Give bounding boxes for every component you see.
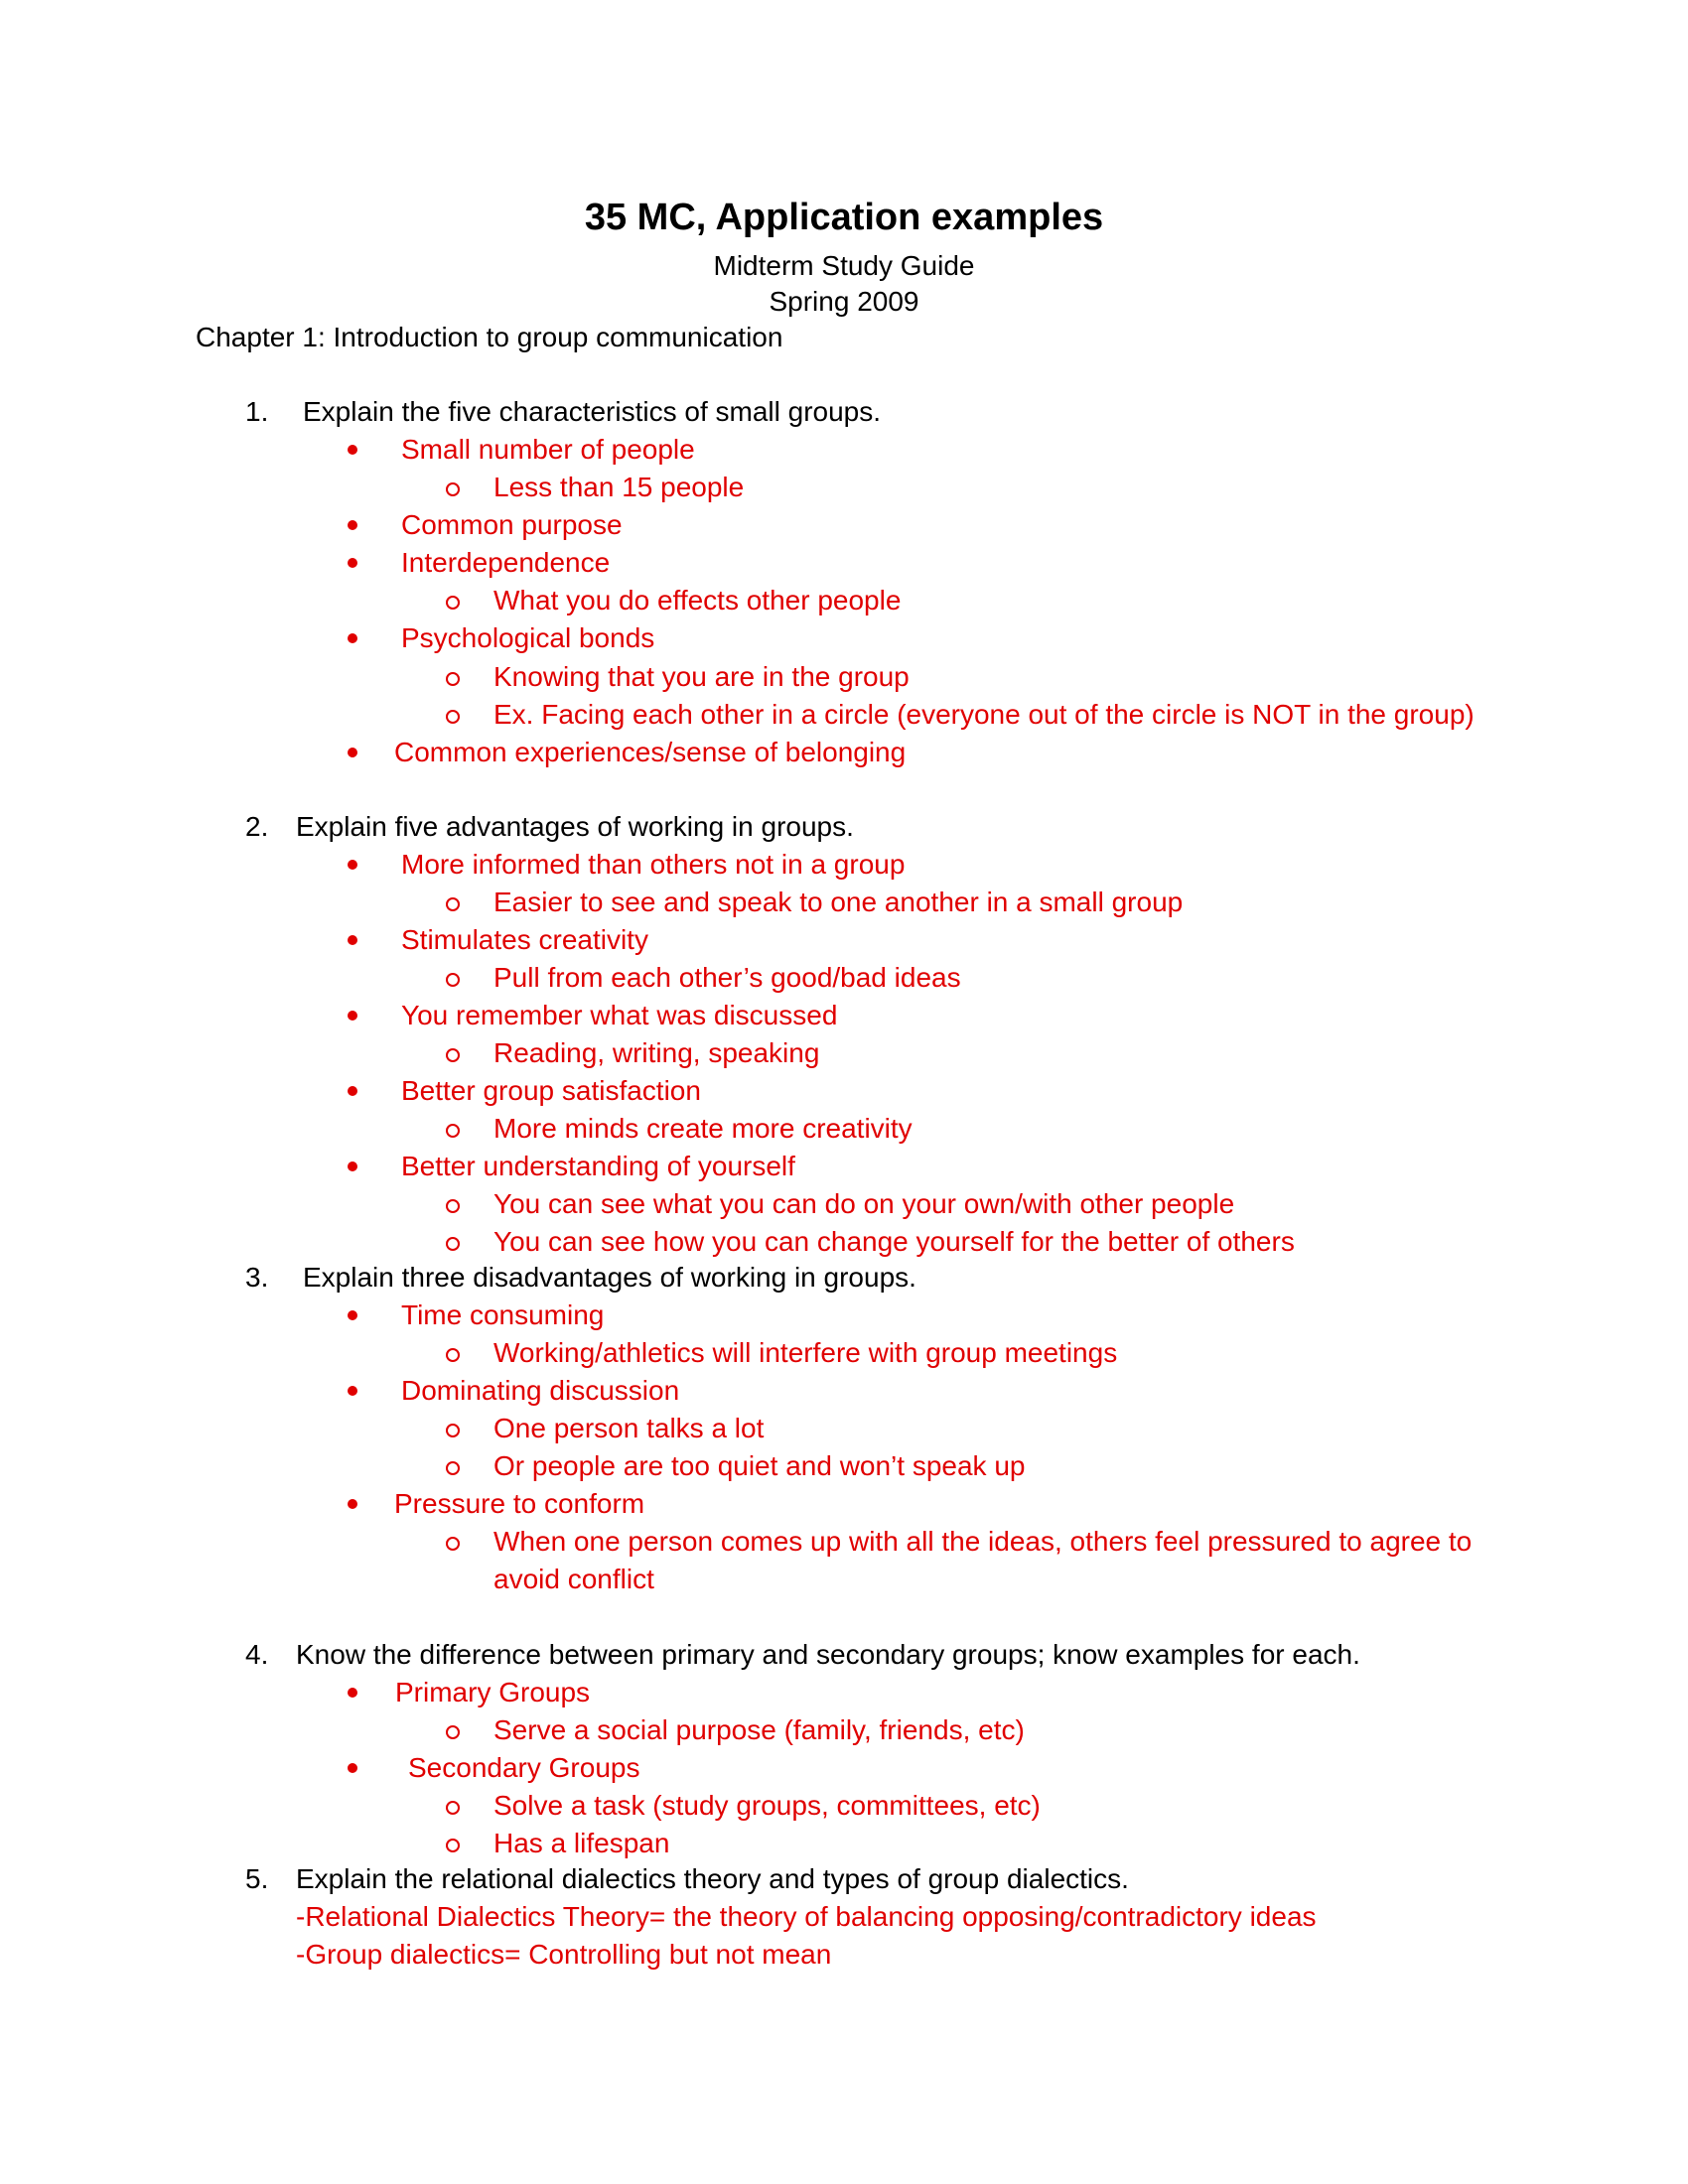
- list-subitem: Or people are too quiet and won’t speak up: [493, 1450, 1026, 1481]
- bullet-dot: [348, 1310, 357, 1320]
- bullet-circle: [446, 1199, 460, 1213]
- bullet-dot: [348, 445, 357, 455]
- bullet-dot: [348, 1086, 357, 1096]
- list-item: Interdependence: [401, 547, 611, 578]
- bullet-circle: [446, 1537, 460, 1551]
- bullet-circle: [446, 1725, 460, 1739]
- list-subitem: Working/athletics will interfere with group meetings: [493, 1337, 1118, 1368]
- list-item: Better group satisfaction: [401, 1075, 701, 1106]
- question-number: 4.: [245, 1639, 269, 1670]
- list-subitem: Less than 15 people: [493, 472, 745, 502]
- bullet-circle: [446, 897, 460, 911]
- answer-line: -Group dialectics= Controlling but not mean: [296, 1939, 832, 1970]
- list-item: Dominating discussion: [401, 1375, 680, 1406]
- list-subitem: Knowing that you are in the group: [493, 661, 910, 692]
- bullet-dot: [348, 1499, 357, 1509]
- bullet-circle: [446, 482, 460, 496]
- question-number: 2.: [245, 811, 269, 842]
- question-text: Explain the five characteristics of small groups.: [303, 396, 882, 427]
- list-subitem: Ex. Facing each other in a circle (everyone out of the circle is NOT in the group): [493, 699, 1475, 730]
- bullet-dot: [348, 1161, 357, 1171]
- list-item: More informed than others not in a group: [401, 849, 906, 880]
- question-text: Explain five advantages of working in groups.: [296, 811, 854, 842]
- bullet-dot: [348, 520, 357, 530]
- list-item: Common purpose: [401, 509, 623, 540]
- answer-line: -Relational Dialectics Theory= the theory of balancing opposing/contradictory ideas: [296, 1901, 1317, 1932]
- bullet-circle: [446, 1048, 460, 1062]
- question-text: Explain the relational dialectics theory and types of group dialectics.: [296, 1863, 1129, 1894]
- list-subitem: One person talks a lot: [493, 1413, 765, 1443]
- list-subitem: Serve a social purpose (family, friends, etc): [493, 1714, 1025, 1745]
- list-item: Time consuming: [401, 1299, 605, 1330]
- bullet-circle: [446, 1801, 460, 1815]
- list-item: Pressure to conform: [394, 1488, 645, 1519]
- list-item: You remember what was discussed: [401, 1000, 838, 1030]
- list-subitem: Easier to see and speak to one another in a small group: [493, 887, 1184, 917]
- bullet-dot: [348, 1011, 357, 1021]
- list-subitem: More minds create more creativity: [493, 1113, 913, 1144]
- bullet-circle: [446, 1124, 460, 1138]
- bullet-dot: [348, 1688, 357, 1698]
- bullet-circle: [446, 596, 460, 610]
- list-subitem: Solve a task (study groups, committees, etc): [493, 1790, 1041, 1821]
- page-subtitle: Midterm Study Guide: [713, 250, 975, 281]
- bullet-circle: [446, 672, 460, 686]
- list-item: Better understanding of yourself: [401, 1151, 795, 1181]
- list-subitem: Pull from each other’s good/bad ideas: [493, 962, 961, 993]
- bullet-dot: [348, 935, 357, 945]
- list-item: Primary Groups: [395, 1677, 591, 1707]
- list-subitem: Reading, writing, speaking: [493, 1037, 820, 1068]
- bullet-circle: [446, 973, 460, 987]
- question-text: Explain three disadvantages of working in groups.: [303, 1262, 916, 1293]
- bullet-circle: [446, 1424, 460, 1437]
- bullet-dot: [348, 1763, 357, 1773]
- bullet-dot: [348, 1386, 357, 1396]
- chapter-heading: Chapter 1: Introduction to group communication: [196, 322, 783, 352]
- question-number: 5.: [245, 1863, 269, 1894]
- question-text: Know the difference between primary and secondary groups; know examples for each.: [296, 1639, 1360, 1670]
- list-subitem: When one person comes up with all the ideas, others feel pressured to agree to: [493, 1526, 1473, 1557]
- bullet-circle: [446, 1839, 460, 1852]
- bullet-circle: [446, 1348, 460, 1362]
- page-term: Spring 2009: [769, 286, 919, 317]
- list-subitem: What you do effects other people: [493, 585, 902, 615]
- bullet-dot: [348, 748, 357, 757]
- list-item: Small number of people: [401, 434, 695, 465]
- bullet-dot: [348, 633, 357, 643]
- list-item: Psychological bonds: [401, 622, 655, 653]
- list-item: Common experiences/sense of belonging: [394, 737, 907, 767]
- bullet-circle: [446, 1237, 460, 1251]
- list-subitem: You can see what you can do on your own/with other people: [493, 1188, 1235, 1219]
- bullet-dot: [348, 860, 357, 870]
- bullet-dot: [348, 558, 357, 568]
- bullet-circle: [446, 710, 460, 724]
- list-item: Secondary Groups: [408, 1752, 640, 1783]
- list-item: Stimulates creativity: [401, 924, 648, 955]
- question-number: 3.: [245, 1262, 269, 1293]
- question-number: 1.: [245, 396, 269, 427]
- list-subitem: Has a lifespan: [493, 1828, 670, 1858]
- page-title: 35 MC, Application examples: [584, 197, 1104, 238]
- list-subitem: You can see how you can change yourself for the better of others: [493, 1226, 1295, 1257]
- list-subitem-continued: avoid conflict: [493, 1564, 654, 1594]
- bullet-circle: [446, 1461, 460, 1475]
